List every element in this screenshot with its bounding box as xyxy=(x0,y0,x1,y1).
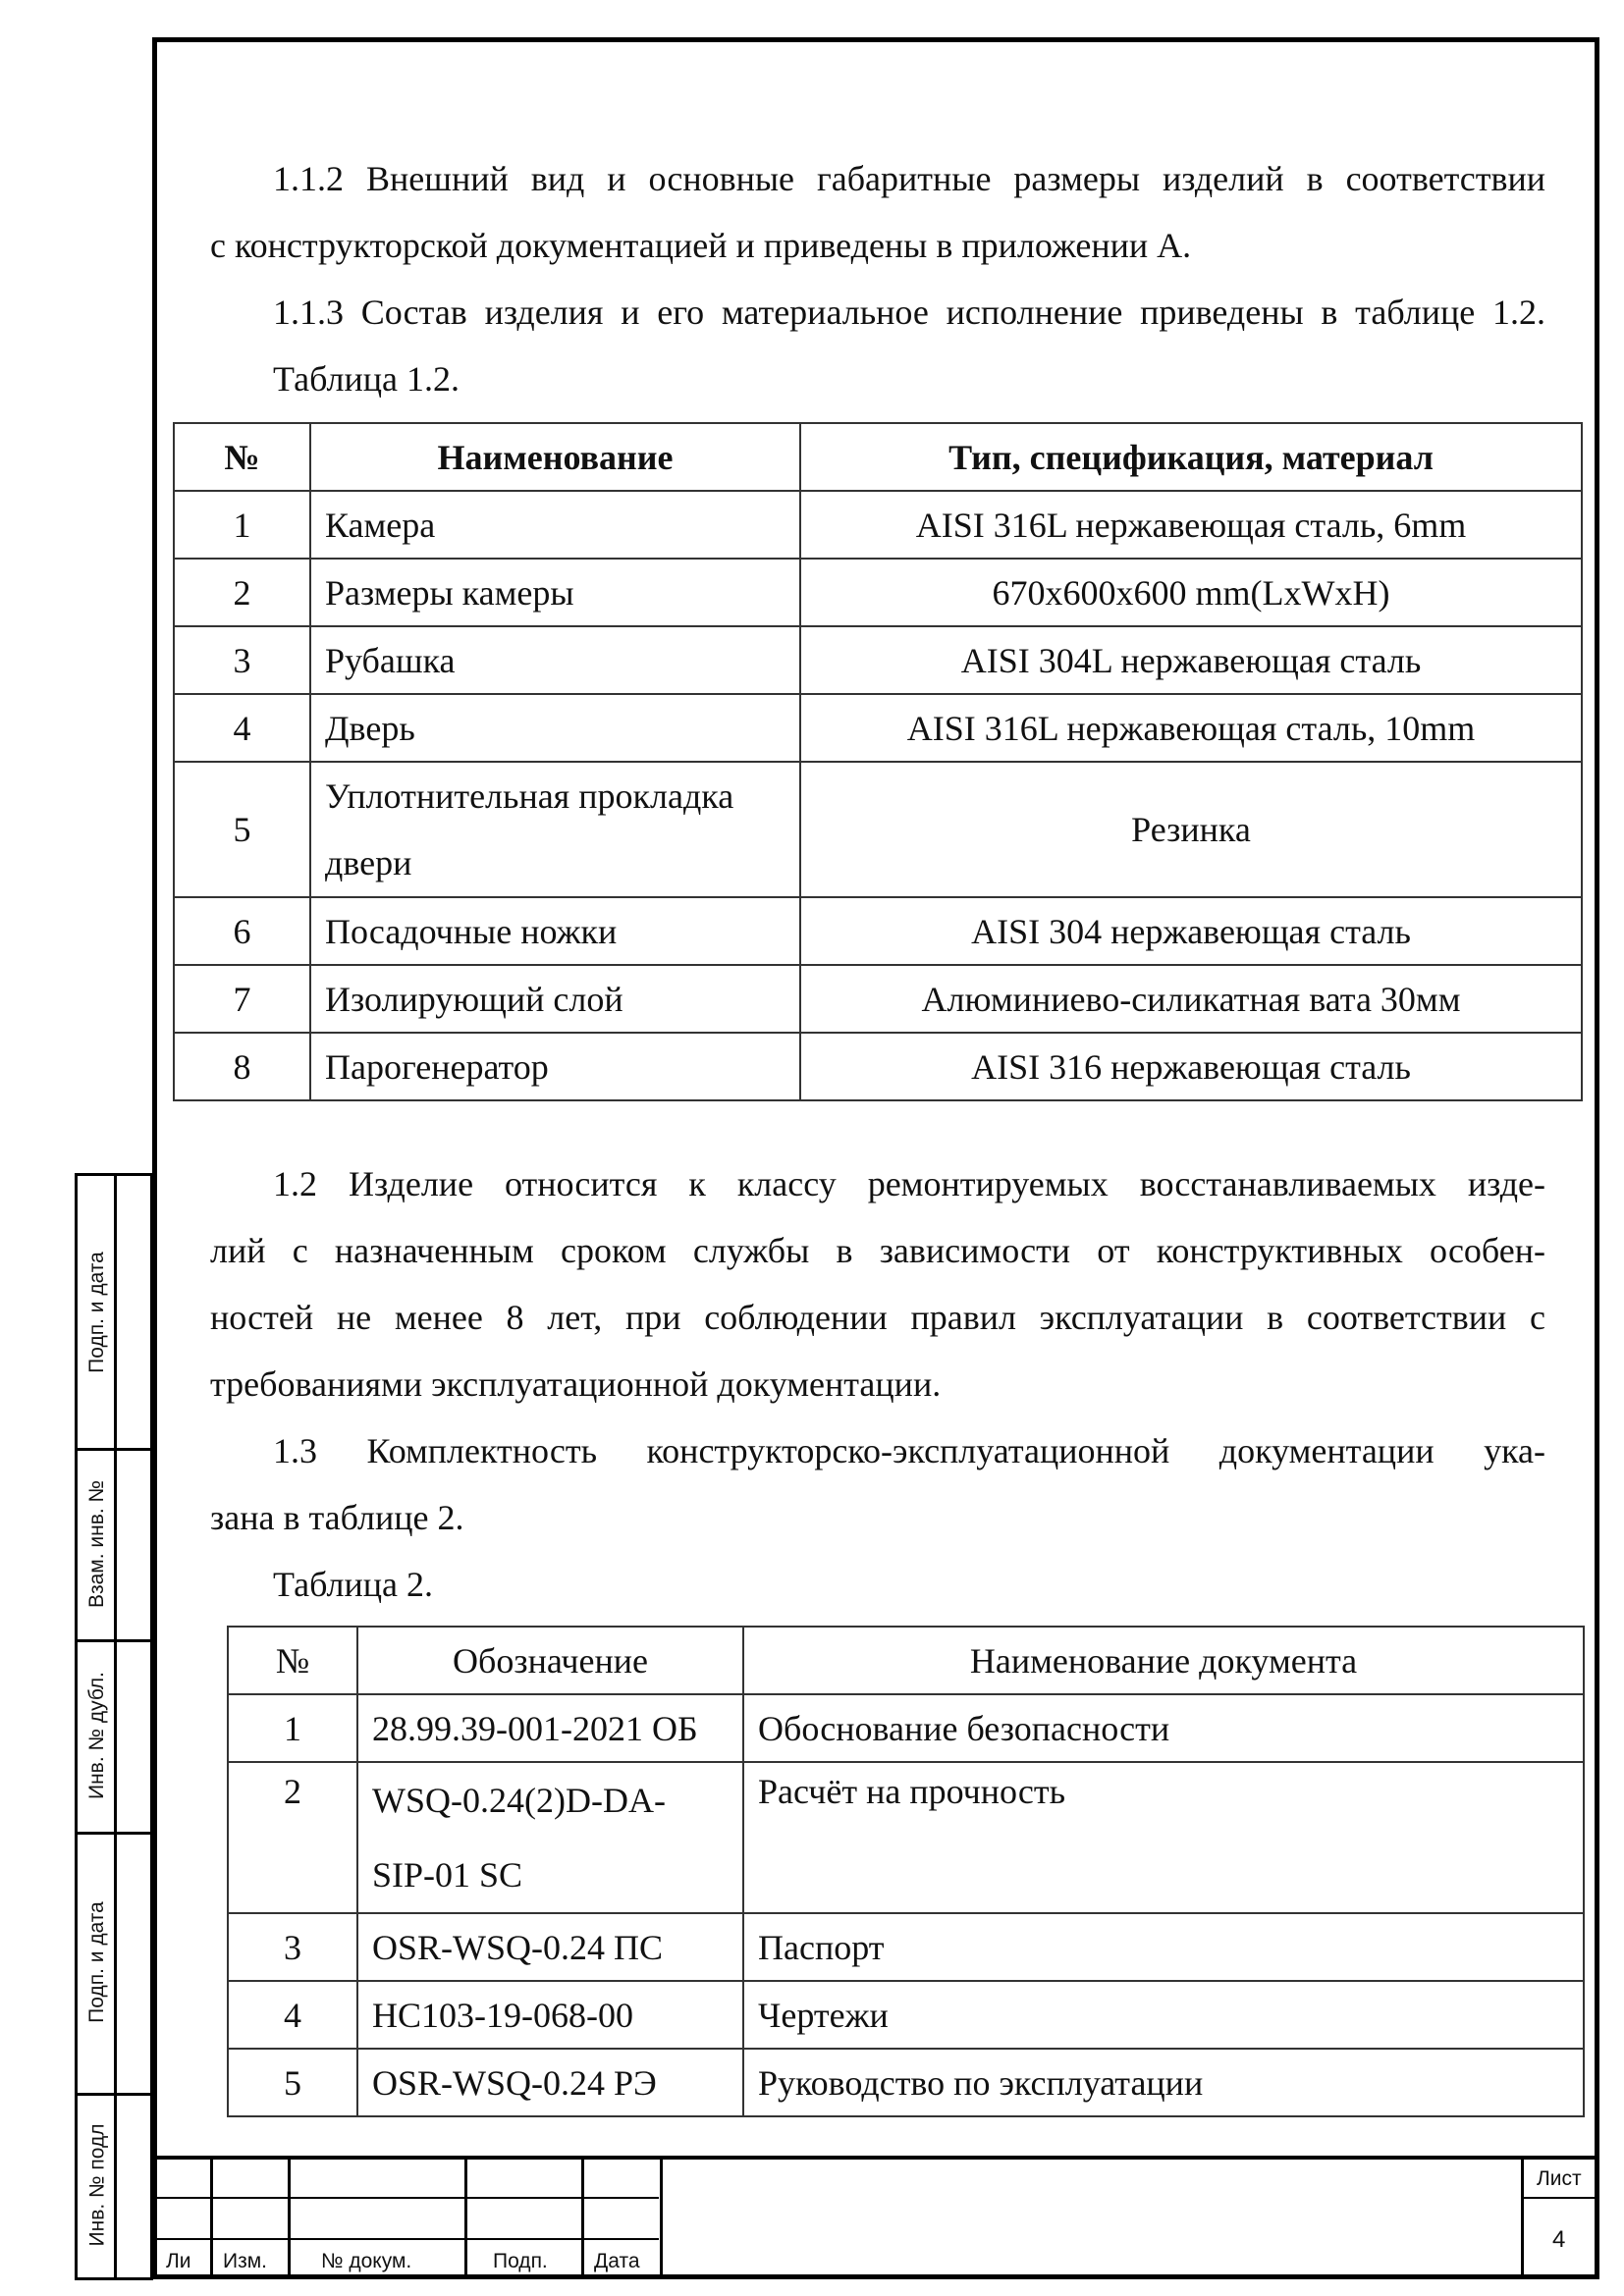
table-1-caption xyxy=(210,346,1545,412)
cell-code: OSR-WSQ-0.24 ПС xyxy=(357,1913,743,1981)
cell-code xyxy=(357,1762,743,1913)
cell-num: 7 xyxy=(174,965,310,1033)
paragraph-1-2 xyxy=(210,1150,1545,1417)
caption-text: Таблица 2. xyxy=(273,1565,433,1604)
cell-title: Чертежи xyxy=(743,1981,1584,2049)
cell-num: 1 xyxy=(228,1694,357,1762)
title-block-divider xyxy=(581,2156,584,2279)
cell-code-line: WSQ-0.24(2)D-DA- xyxy=(372,1781,666,1820)
cell-code: OSR-WSQ-0.24 РЭ xyxy=(357,2049,743,2116)
table-header-row xyxy=(174,423,1582,491)
title-block-label-n-dokum: № докум. xyxy=(321,2250,412,2272)
paragraph-line: с конструкторской документацией и приведены в приложении А. xyxy=(210,226,1192,265)
table-row xyxy=(228,1913,1584,1981)
paragraph-line: ностей не менее 8 лет, при соблюдении правил эксплуатации в соответствии с xyxy=(210,1298,1545,1337)
cell-title: Расчёт на прочность xyxy=(743,1762,1584,1913)
cell-title: Руководство по эксплуатации xyxy=(743,2049,1584,2116)
cell-spec: Алюминиево-силикатная вата 30мм xyxy=(800,965,1582,1033)
table-row xyxy=(174,897,1582,965)
paragraph-1-3 xyxy=(210,1417,1545,1551)
cell-num: 1 xyxy=(174,491,310,559)
table-2-caption xyxy=(210,1551,1545,1618)
cell-title: Паспорт xyxy=(743,1913,1584,1981)
cell-name: Рубашка xyxy=(310,626,800,694)
header-num: № xyxy=(228,1627,357,1694)
title-block xyxy=(152,2156,1599,2279)
table-row xyxy=(174,694,1582,762)
cell-name: Камера xyxy=(310,491,800,559)
title-block-line xyxy=(1522,2197,1599,2199)
table-row xyxy=(174,762,1582,897)
header-name: Наименование xyxy=(310,423,800,491)
cell-name: Изолирующий слой xyxy=(310,965,800,1033)
side-label-inv-dubl xyxy=(78,1639,117,1832)
paragraph-1-1-2 xyxy=(210,145,1545,279)
table-row xyxy=(174,559,1582,626)
side-label-inv-podl xyxy=(78,2093,117,2277)
cell-spec: Резинка xyxy=(800,762,1582,897)
paragraph-line: лий с назначенным сроком службы в зависимости от конструктивных особен- xyxy=(210,1231,1545,1270)
side-label-text: Взам. инв. № xyxy=(85,1479,109,1608)
table-row xyxy=(228,1981,1584,2049)
cell-name: Дверь xyxy=(310,694,800,762)
table-row xyxy=(228,1694,1584,1762)
header-code: Обозначение xyxy=(357,1627,743,1694)
side-label-text: Подп. и дата xyxy=(85,1251,109,1373)
paragraph-line: 1.1.3 Состав изделия и его материальное исполнение приведены в таблице 1.2. xyxy=(273,293,1545,332)
side-label-text: Инв. № дубл. xyxy=(85,1671,109,1800)
cell-spec: AISI 304 нержавеющая сталь xyxy=(800,897,1582,965)
caption-text: Таблица 1.2. xyxy=(273,359,460,399)
paragraph-line: зана в таблице 2. xyxy=(210,1498,464,1537)
cell-spec: AISI 304L нержавеющая сталь xyxy=(800,626,1582,694)
cell-name xyxy=(310,762,800,897)
cell-num: 6 xyxy=(174,897,310,965)
cell-name: Посадочные ножки xyxy=(310,897,800,965)
table-row xyxy=(174,626,1582,694)
header-num: № xyxy=(174,423,310,491)
table-row xyxy=(228,1762,1584,1913)
table-header-row xyxy=(228,1627,1584,1694)
cell-num: 8 xyxy=(174,1033,310,1100)
side-label-vzam-inv xyxy=(78,1448,117,1639)
cell-code: НС103-19-068-00 xyxy=(357,1981,743,2049)
table-row xyxy=(174,1033,1582,1100)
cell-name-line: Уплотнительная прокладка xyxy=(325,776,734,816)
cell-num: 5 xyxy=(174,762,310,897)
cell-num: 2 xyxy=(228,1762,357,1913)
cell-num: 4 xyxy=(174,694,310,762)
title-block-top-line xyxy=(152,2156,1599,2160)
title-block-divider xyxy=(660,2156,663,2279)
cell-num: 5 xyxy=(228,2049,357,2116)
table-2 xyxy=(227,1626,1585,2117)
title-block-label-li: Ли xyxy=(166,2250,191,2272)
paragraph-line: 1.1.2 Внешний вид и основные габаритные размеры изделий в соответствии xyxy=(273,159,1545,198)
header-title: Наименование документа xyxy=(743,1627,1584,1694)
title-block-divider xyxy=(464,2156,467,2279)
paragraph-line: 1.3 Комплектность конструкторско-эксплуатационной документации ука- xyxy=(273,1431,1545,1470)
table-1-2 xyxy=(173,422,1583,1101)
header-spec: Тип, спецификация, материал xyxy=(800,423,1582,491)
cell-spec: AISI 316L нержавеющая сталь, 10mm xyxy=(800,694,1582,762)
page-number: 4 xyxy=(1552,2226,1566,2253)
cell-spec: AISI 316L нержавеющая сталь, 6mm xyxy=(800,491,1582,559)
cell-num: 4 xyxy=(228,1981,357,2049)
paragraph-line: 1.2 Изделие относится к классу ремонтируемых восстанавливаемых изде- xyxy=(273,1164,1545,1203)
cell-name: Размеры камеры xyxy=(310,559,800,626)
title-block-label-data: Дата xyxy=(594,2250,640,2272)
side-label-text: Инв. № подл xyxy=(85,2123,109,2247)
cell-title: Обоснование безопасности xyxy=(743,1694,1584,1762)
cell-num: 3 xyxy=(228,1913,357,1981)
title-block-divider xyxy=(210,2156,213,2279)
title-block-label-podp: Подп. xyxy=(493,2250,548,2272)
side-stamp xyxy=(75,1173,153,2280)
cell-spec: AISI 316 нержавеющая сталь xyxy=(800,1033,1582,1100)
table-row xyxy=(174,965,1582,1033)
paragraph-1-1-3 xyxy=(210,279,1545,346)
cell-code-line: SIP-01 SC xyxy=(372,1855,523,1895)
table-row xyxy=(174,491,1582,559)
side-label-podp-data-1 xyxy=(78,1176,117,1448)
paragraph-line: требованиями эксплуатационной документации. xyxy=(210,1364,942,1404)
side-label-podp-data-2 xyxy=(78,1832,117,2093)
cell-num: 2 xyxy=(174,559,310,626)
cell-num: 3 xyxy=(174,626,310,694)
cell-name-line: двери xyxy=(325,843,412,882)
cell-spec: 670x600x600 mm(LxWxH) xyxy=(800,559,1582,626)
cell-name: Парогенератор xyxy=(310,1033,800,1100)
title-block-divider xyxy=(1521,2156,1524,2279)
title-block-label-list: Лист xyxy=(1537,2167,1582,2190)
title-block-label-izm: Изм. xyxy=(223,2250,267,2272)
cell-code: 28.99.39-001-2021 ОБ xyxy=(357,1694,743,1762)
side-label-text: Подп. и дата xyxy=(85,1901,109,2023)
title-block-divider xyxy=(288,2156,291,2279)
table-row xyxy=(228,2049,1584,2116)
